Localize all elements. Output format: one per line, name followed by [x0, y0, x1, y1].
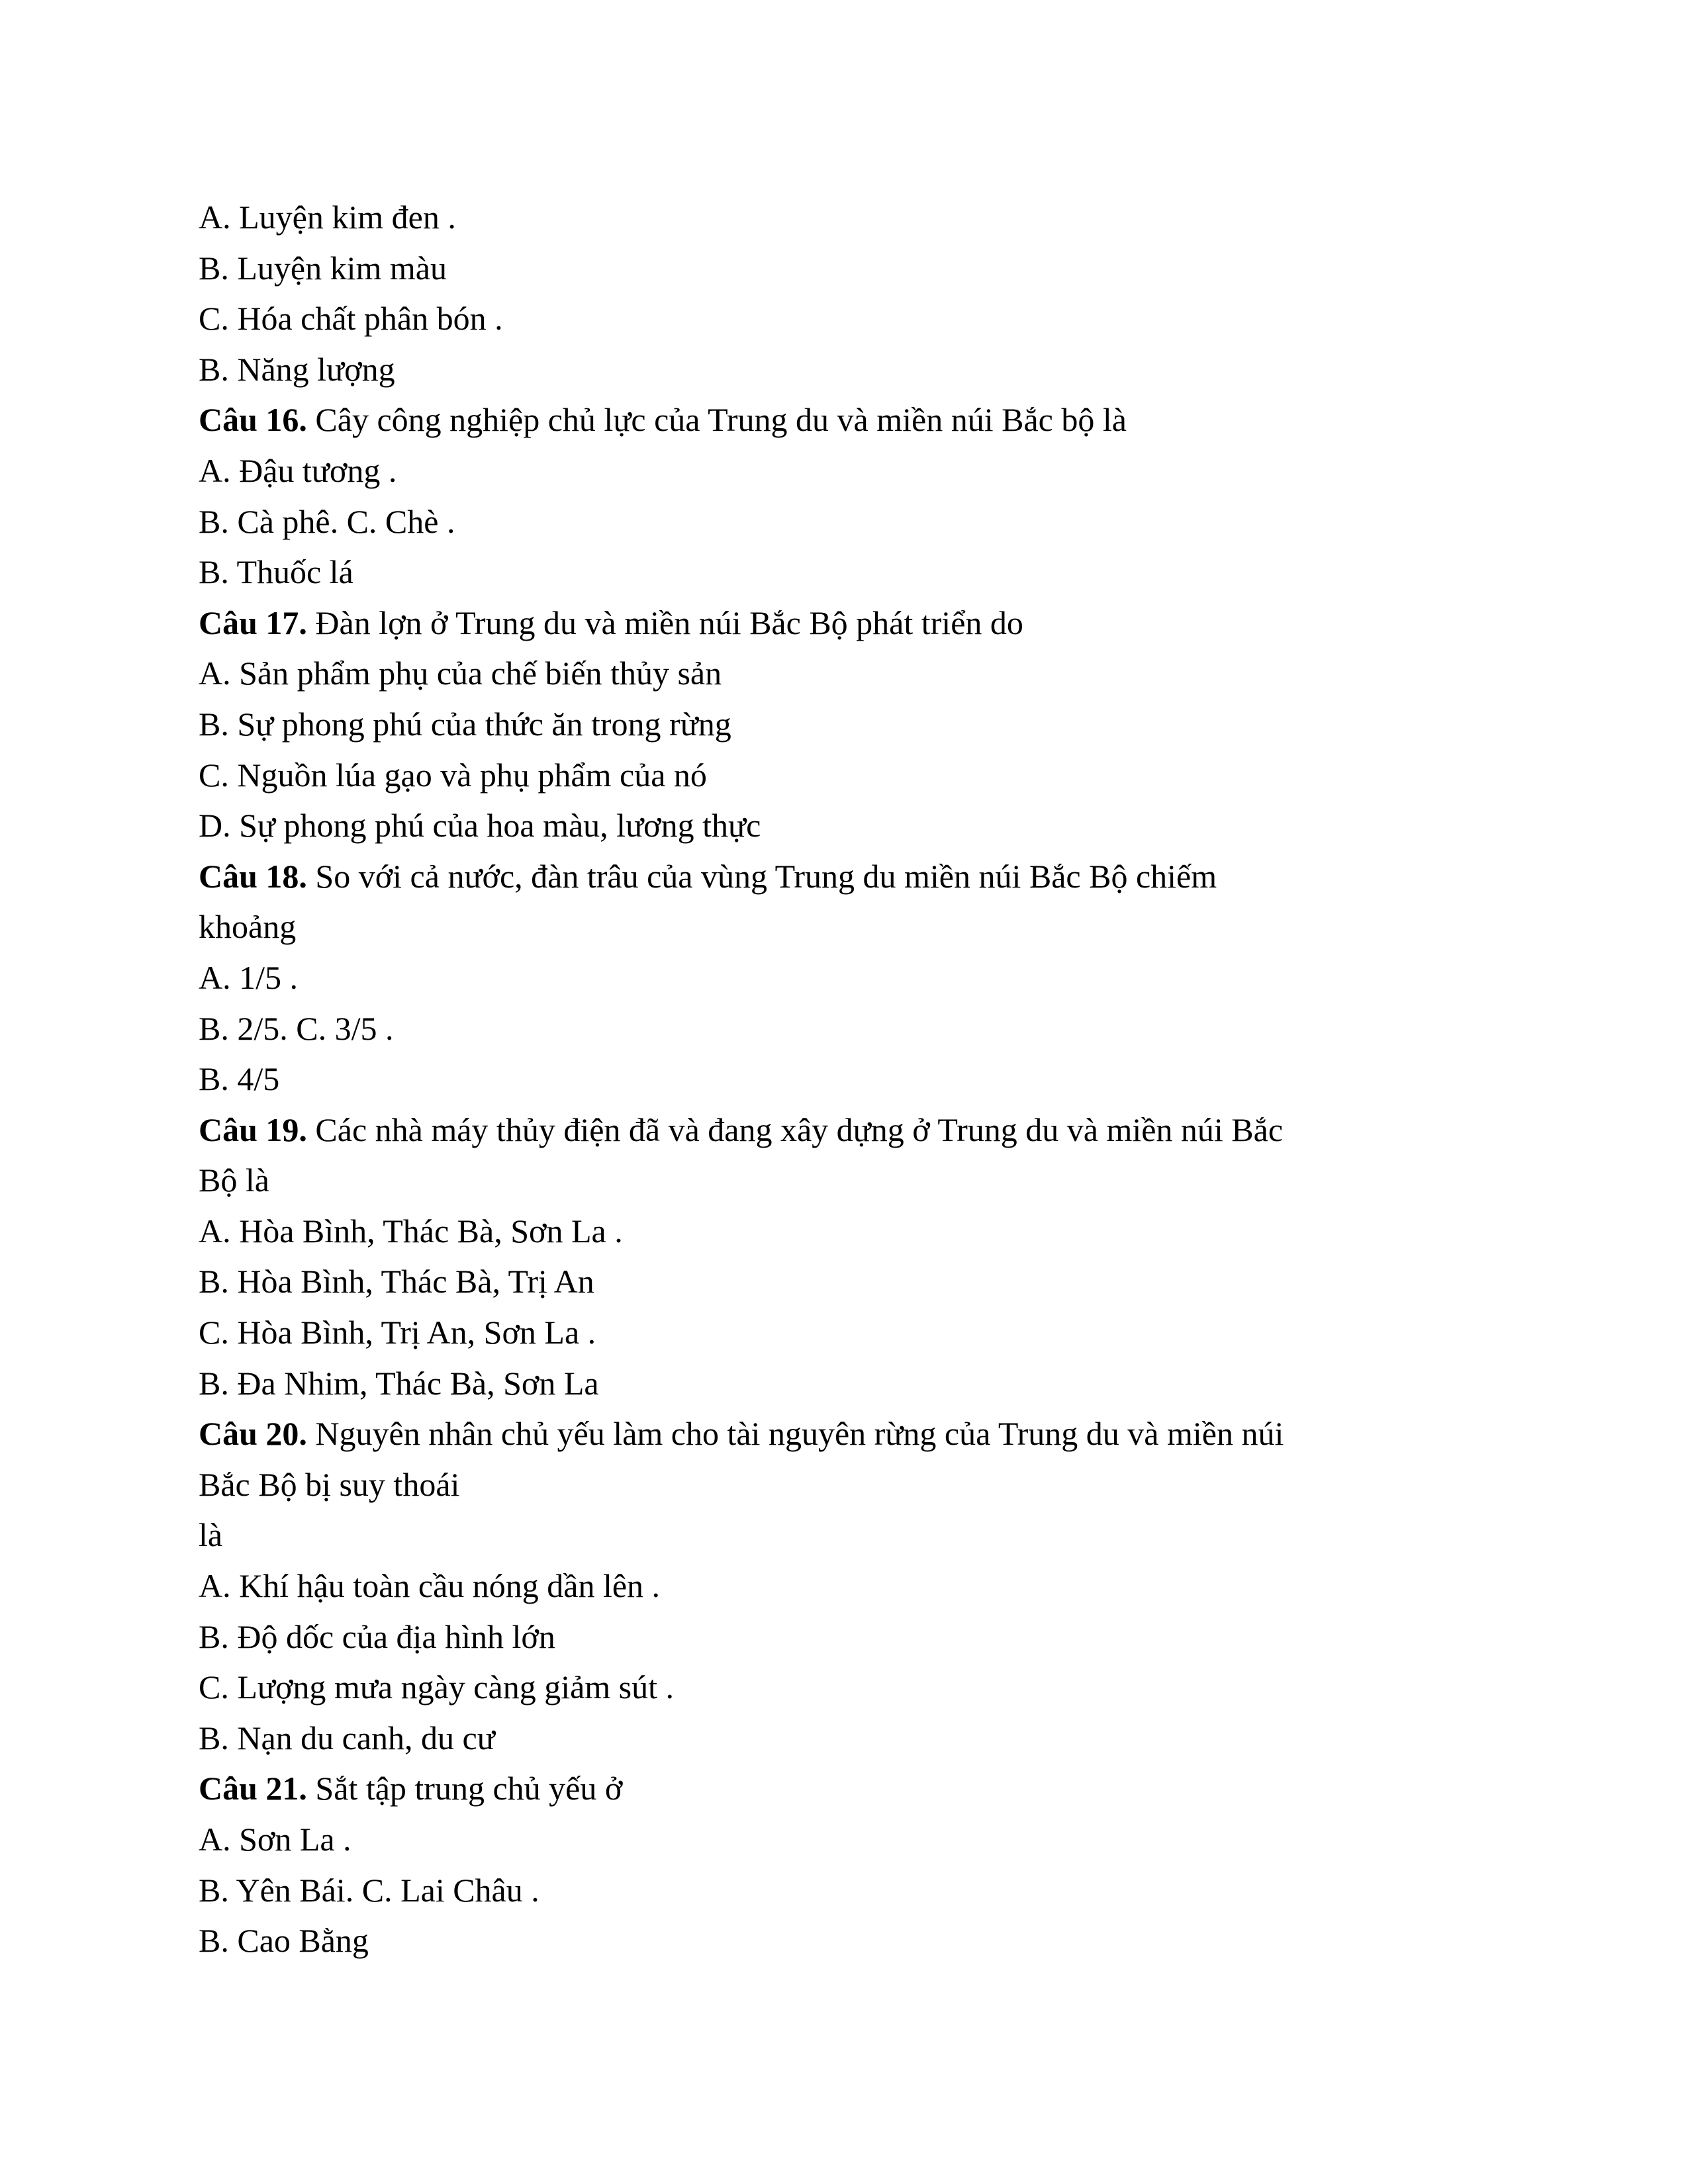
question-21: [199, 1763, 1496, 1814]
question-number: Câu 16.: [199, 401, 307, 439]
question-text-continued: Bộ là: [199, 1161, 269, 1199]
option-line: A. Sơn La .: [199, 1821, 352, 1858]
question-text-continued: khoảng: [199, 908, 297, 946]
question-text: Nguyên nhân chủ yếu làm cho tài nguyên rừng của Trung du và miền núi: [306, 1415, 1284, 1453]
option-line: B. 2/5. C. 3/5 .: [199, 1009, 394, 1047]
question-19: [199, 1105, 1496, 1156]
option-line: B. 4/5: [199, 1060, 280, 1098]
question-number: Câu 18.: [199, 857, 307, 895]
option-line: B. Nạn du canh, du cư: [199, 1719, 495, 1756]
option-line: B. Luyện kim màu: [199, 249, 447, 287]
question-number: Câu 20.: [199, 1415, 307, 1453]
option-line: A. Hòa Bình, Thác Bà, Sơn La .: [199, 1212, 623, 1250]
option-line: B. Cao Bằng: [199, 1922, 369, 1960]
question-16: [199, 394, 1496, 445]
option-line: A. Sản phẩm phụ của chế biến thủy sản: [199, 655, 722, 692]
option-line: A. Luyện kim đen .: [199, 199, 456, 236]
option-line: C. Nguồn lúa gạo và phụ phẩm của nó: [199, 756, 707, 794]
question-text: So với cả nước, đàn trâu của vùng Trung du miền núi Bắc Bộ chiếm: [306, 857, 1217, 895]
question-number: Câu 19.: [199, 1111, 307, 1148]
option-line: B. Đa Nhim, Thác Bà, Sơn La: [199, 1364, 599, 1402]
question-text-continued: là: [199, 1516, 223, 1554]
option-line: C. Hóa chất phân bón .: [199, 300, 503, 338]
question-number: Câu 17.: [199, 604, 307, 641]
question-17: [199, 598, 1496, 649]
option-line: C. Hòa Bình, Trị An, Sơn La .: [199, 1314, 596, 1351]
document-page: [199, 192, 1496, 1966]
question-text: Đàn lợn ở Trung du và miền núi Bắc Bộ phát triển do: [306, 604, 1023, 641]
option-line: A. Đậu tương .: [199, 451, 397, 489]
question-20: [199, 1408, 1496, 1459]
option-line: A. Khí hậu toàn cầu nóng dần lên .: [199, 1567, 661, 1605]
option-line: B. Yên Bái. C. Lai Châu .: [199, 1871, 539, 1909]
option-line: B. Cà phê. C. Chè .: [199, 502, 455, 540]
option-line: B. Hòa Bình, Thác Bà, Trị An: [199, 1263, 594, 1300]
question-number: Câu 21.: [199, 1770, 307, 1807]
option-line: B. Sự phong phú của thức ăn trong rừng: [199, 705, 731, 743]
question-text-continued: Bắc Bộ bị suy thoái: [199, 1465, 460, 1503]
option-line: D. Sự phong phú của hoa màu, lương thực: [199, 807, 761, 844]
question-text: Sắt tập trung chủ yếu ở: [306, 1770, 623, 1807]
option-line: B. Độ dốc của địa hình lớn: [199, 1617, 555, 1655]
option-line: C. Lượng mưa ngày càng giảm sút .: [199, 1668, 675, 1706]
option-line: A. 1/5 .: [199, 958, 298, 996]
question-18: [199, 851, 1496, 902]
question-text: Cây công nghiệp chủ lực của Trung du và miền núi Bắc bộ là: [306, 401, 1127, 439]
option-line: B. Năng lượng: [199, 350, 395, 388]
question-text: Các nhà máy thủy điện đã và đang xây dựng ở Trung du và miền núi Bắc: [306, 1111, 1284, 1148]
option-line: B. Thuốc lá: [199, 553, 353, 591]
